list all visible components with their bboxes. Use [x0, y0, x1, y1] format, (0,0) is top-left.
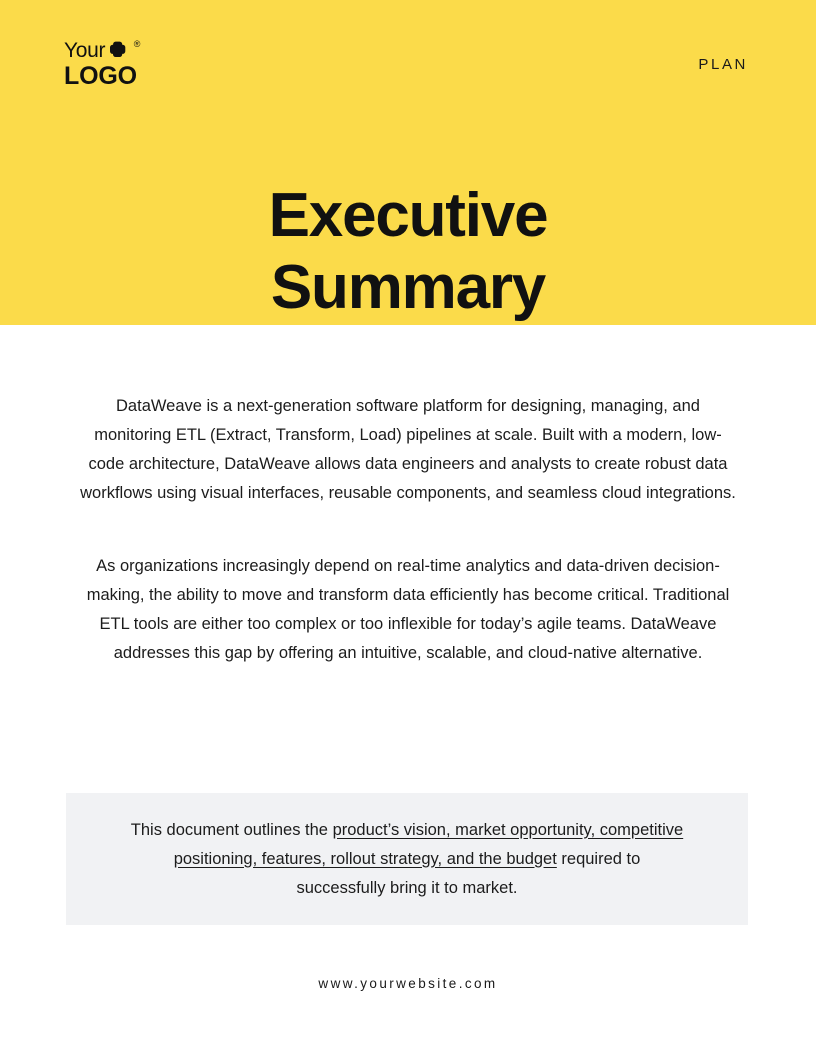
footer-website: www.yourwebsite.com	[318, 976, 498, 991]
body-paragraph-1: DataWeave is a next-generation software platform for designing, managing, and monitoring ETL (Extract, Transform, Load) pipelines at scale. Built with a modern, low-code architecture, DataWeave allows data engineers and analysts to create robust data workflows using visual interfaces, reusable components, and seamless cloud integrations.	[80, 397, 736, 502]
plan-label: PLAN	[698, 56, 748, 73]
callout-lead-text: This document outlines the	[130, 820, 333, 839]
logo	[64, 40, 140, 89]
callout-trailing-text: required to successfully bring it to market.	[296, 849, 641, 897]
body-paragraph-2: As organizations increasingly depend on real-time analytics and data-driven decision-making, the ability to move and transform data efficiently has become critical. Traditional ETL tools are either too complex or too inflexible for today’s agile teams. DataWeave addresses this gap by offering an intuitive, scalable, and cloud-native alternative.	[86, 557, 730, 662]
page-title	[0, 180, 816, 324]
page-title-line-2: Summary	[270, 252, 546, 322]
callout-text	[127, 816, 687, 903]
body-content	[78, 392, 738, 668]
logo-word-your: Your	[64, 39, 106, 62]
logo-word-logo: LOGO	[64, 62, 137, 90]
registered-trademark-icon: ®	[133, 39, 141, 49]
page-title-line-1: Executive	[268, 180, 548, 250]
callout-box	[66, 793, 748, 925]
callout-underlined-text: product’s vision, market opportunity, competitive positioning, features, rollout strategy, and the budget	[173, 820, 684, 868]
logo-top-row	[64, 40, 140, 62]
